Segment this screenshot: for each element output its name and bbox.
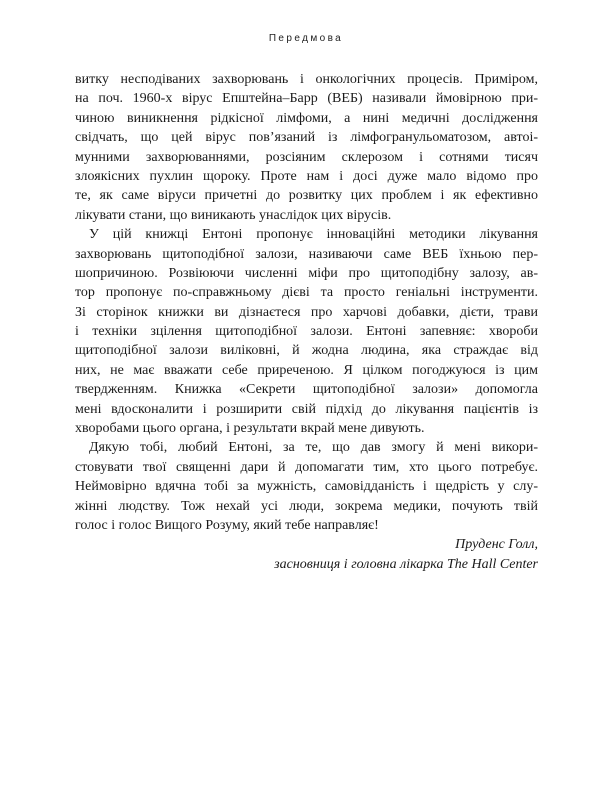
text-line: лікувати стани, що виникають унаслідок цих вірусів. [75,207,392,223]
text-line: У цій книжці Ентоні пропонує інноваційні методики лікування [89,227,538,243]
paragraph-1 [75,70,538,225]
text-line: жінні людству. Тож нехай усі люди, зокрема медики, почують твій [75,498,538,514]
text-line: Неймовірно вдячна тобі за мужність, самовідданість і щедрість у слу- [75,479,538,495]
text-line: Зі сторінок книжки ви дізнаєтеся про харчові добавки, дієти, трави [75,304,538,320]
text-line: Дякую тобі, любий Ентоні, за те, що дав змогу й мені викори- [89,440,538,456]
text-line: на поч. 1960-х вірус Епштейна–Барр (ВЕБ) називали ймовірною при- [75,91,538,107]
text-line: твердженням. Книжка «Секрети щитоподібної залози» допомогла [75,382,538,398]
signature-name: Пруденс Голл, [455,537,538,553]
text-line: голос і голос Вищого Розуму, який тебе направляє! [75,517,379,533]
text-line: мунними захворюваннями, розсіяним склерозом і сотнями тисяч [75,149,538,165]
paragraph-2 [75,225,538,438]
text-line: свідчать, що цей вірус пов’язаний із лімфогранульоматозом, автоі- [75,130,538,146]
text-line: стовувати твої священні дари й допомагати тим, хто цього потребує. [75,459,538,475]
text-line: шопричиною. Розвіюючи численні міфи про щитоподібну залозу, ав- [75,265,538,281]
page-header-title: Передмова [268,33,344,44]
text-line: хворобами цього органа, і результати вкрай мене дивують. [75,421,425,437]
signature [75,535,538,574]
paragraph-3 [75,438,538,535]
text-line: тор пропонує по-справжньому дієві та просто геніальні інструменти. [75,285,538,301]
text-line: злоякісних пухлин щороку. Проте нам і досі дуже мало відомо про [75,168,538,184]
text-line: чиною виникнення рідкісної лімфоми, а нині медичні дослідження [75,110,538,126]
text-line: те, як саме віруси причетні до розвитку цих проблем і як ефективно [75,188,538,204]
text-line: і техніки зцілення щитоподібної залози. Ентоні запевняє: хвороби [75,324,538,340]
text-line: захворювань щитоподібної залози, називаючи саме ВЕБ їхньою пер- [75,246,538,262]
signature-role: засновниця і головна лікарка The Hall Center [274,556,538,572]
body-text [75,70,538,574]
text-line: них, не має вважати себе приреченою. Я цілком погоджуюся із цим [75,362,538,378]
text-line: щитоподібної залози виліковні, й жодна людина, яка страждає від [75,343,538,359]
text-line: витку несподіваних захворювань і онкологічних процесів. Приміром, [75,72,538,87]
text-line: мені вдосконалити і розширити свій підхід до лікування пацієнтів із [75,401,538,417]
